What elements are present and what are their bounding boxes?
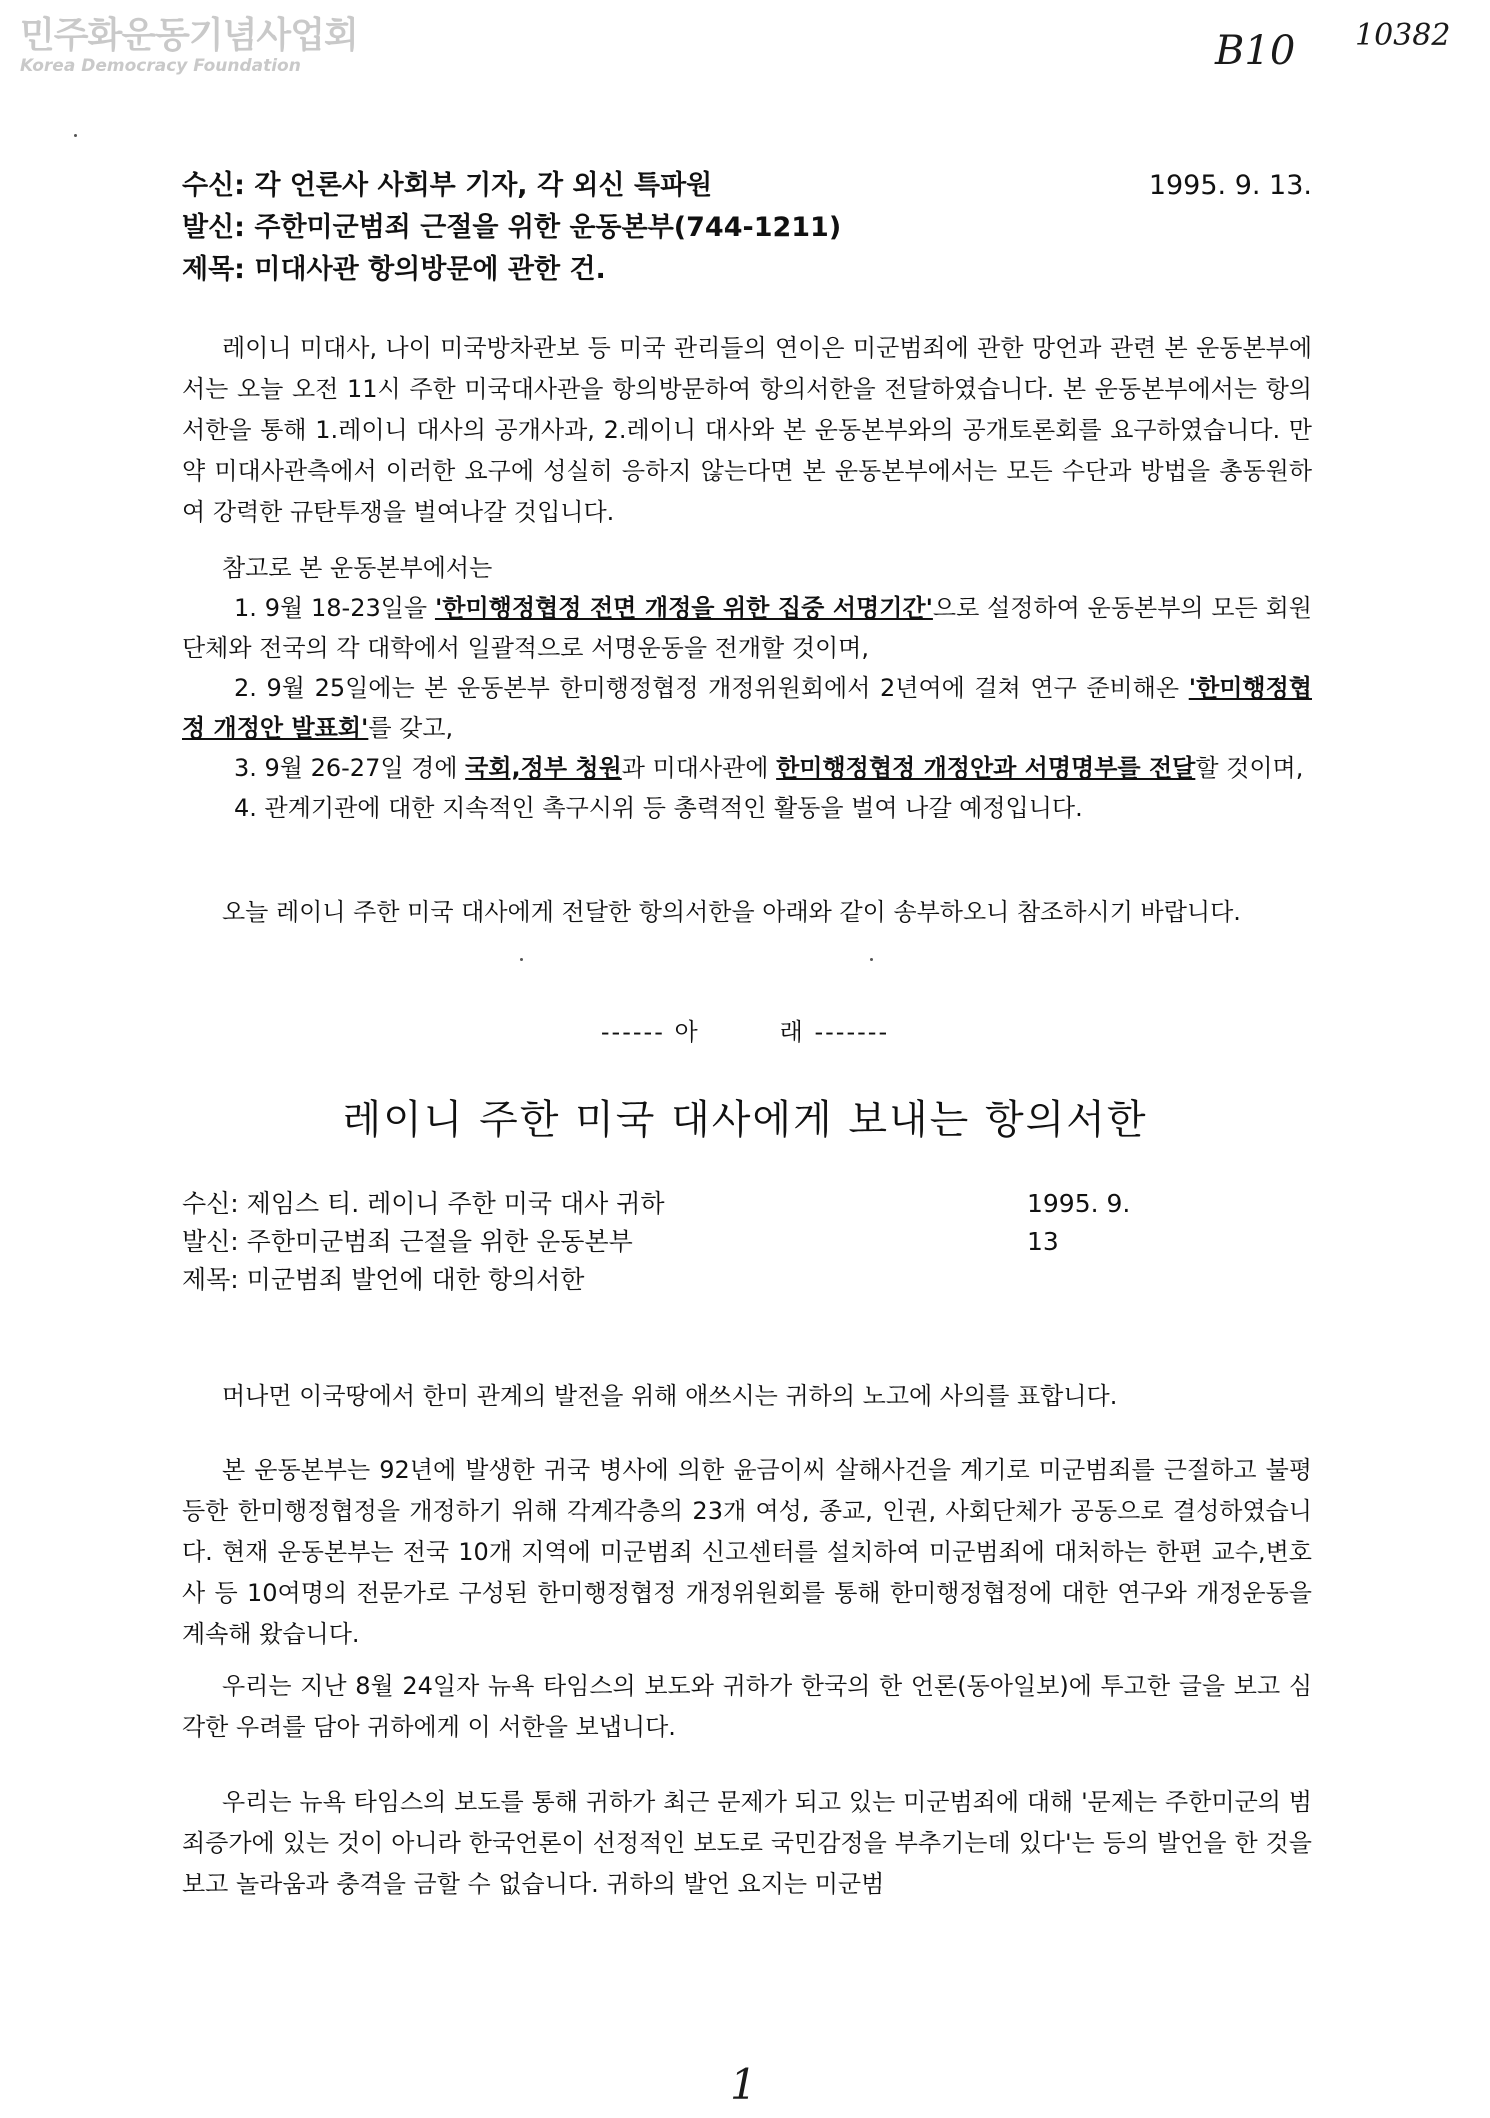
scan-speck — [870, 958, 873, 961]
section-separator — [0, 1012, 1490, 1047]
letter-title: 레이니 주한 미국 대사에게 보내는 항의서한 — [342, 1097, 1148, 1143]
letter-date: 1995. 9. 13 — [1027, 1189, 1131, 1256]
scan-speck — [74, 134, 77, 137]
logo-english-text: Korea Democracy Foundation — [20, 56, 301, 76]
letter-paragraph-4: 우리는 뉴욕 타임스의 보도를 통해 귀하가 최근 문제가 되고 있는 미군범죄에 대해 '문제는 주한미군의 범죄증가에 있는 것이 아니라 한국언론이 선정적인 보도로 국민감정을 부추기는데 있다'는 등의 발언을 한 것을 보고 놀라움과 충격을 금할 수 없습니다. 귀하의 발언 요지는 미군범 — [182, 1788, 1312, 1898]
press-to: 수신: 각 언론사 사회부 기자, 각 외신 특파원 — [182, 170, 713, 201]
foundation-logo — [20, 14, 358, 76]
reference-item-2: 2. 9월 25일에는 본 운동본부 한미행정협정 개정위원회에서 2년여에 걸쳐 연구 준비해온 '한미행정협정 개정안 발표회'를 갖고, — [182, 674, 1312, 742]
reference-item-3: 3. 9월 26-27일 경에 국회,정부 청원과 미대사관에 한미행정협정 개정안과 서명명부를 전달할 것이며, — [234, 754, 1304, 782]
reference-item-1: 1. 9월 18-23일을 '한미행정협정 전면 개정을 위한 집중 서명기간'으로 설정하여 운동본부의 모든 회원단체와 전국의 각 대학에서 일괄적으로 서명운동을 전개할 것이며, — [182, 594, 1312, 662]
scan-speck — [520, 958, 523, 961]
closing-paragraph: 오늘 레이니 주한 미국 대사에게 전달한 항의서한을 아래와 같이 송부하오니 참조하시기 바랍니다. — [222, 898, 1241, 926]
reference-lead: 참고로 본 운동본부에서는 — [222, 554, 493, 582]
intro-paragraph: 레이니 미대사, 나이 미국방차관보 등 미국 관리들의 연이은 미군범죄에 관한 망언과 관련 본 운동본부에서는 오늘 오전 11시 주한 미국대사관을 항의방문하여 항의서한을 전달하였습니다. 본 운동본부에서는 항의서한을 통해 1.레이니 대사의 공개사과, 2.레이니 대사와 본 운동본부와의 공개토론회를 요구하였습니다. 만약 미대사관측에서 이러한 요구에 성실히 응하지 않는다면 본 운동본부에서는 모든 수단과 방법을 총동원하여 강력한 규탄투쟁을 벌여나갈 것입니다. — [182, 334, 1312, 526]
press-to-line — [182, 166, 1312, 206]
letter-paragraph-3: 우리는 지난 8월 24일자 뉴욕 타임스의 보도와 귀하가 한국의 한 언론(동아일보)에 투고한 글을 보고 심각한 우려를 담아 귀하에게 이 서한을 보냅니다. — [182, 1672, 1312, 1741]
handwritten-page-number: 1 — [730, 2060, 757, 2109]
press-date: 1995. 9. 13. — [1148, 170, 1312, 201]
separator-right: 래 ------- — [779, 1018, 890, 1046]
press-from: 발신: 주한미군범죄 근절을 위한 운동본부(744-1211) — [182, 212, 842, 243]
press-subject: 제목: 미대사관 항의방문에 관한 건. — [182, 254, 606, 285]
handwritten-number: 10382 — [1355, 18, 1451, 53]
reference-item-4: 4. 관계기관에 대한 지속적인 촉구시위 등 총력적인 활동을 벌여 나갈 예정입니다. — [234, 794, 1083, 822]
reference-list — [182, 588, 1312, 828]
letter-from: 발신: 주한미군범죄 근절을 위한 운동본부 — [182, 1227, 633, 1256]
letter-to: 수신: 제임스 티. 레이니 주한 미국 대사 귀하 — [182, 1189, 665, 1218]
letter-paragraph-1: 머나먼 이국땅에서 한미 관계의 발전을 위해 애쓰시는 귀하의 노고에 사의를 표합니다. — [222, 1382, 1118, 1410]
handwritten-code: B10 — [1215, 28, 1296, 74]
letter-paragraph-2: 본 운동본부는 92년에 발생한 귀국 병사에 의한 윤금이씨 살해사건을 계기로 미군범죄를 근절하고 불평등한 한미행정협정을 개정하기 위해 각계각층의 23개 여성, 종교, 인권, 사회단체가 공동으로 결성하였습니다. 현재 운동본부는 전국 10개 지역에 미군범죄 신고센터를 설치하여 미군범죄에 대처하는 한편 교수,변호사 등 10여명의 전문가로 구성된 한미행정협정 개정위원회를 통해 한미행정협정에 대한 연구와 개정운동을 계속해 왔습니다. — [182, 1456, 1312, 1648]
separator-left: ------ 아 — [600, 1018, 700, 1046]
logo-korean-text: 민주화운동기념사업회 — [20, 15, 358, 56]
letter-subject: 제목: 미군범죄 발언에 대한 항의서한 — [182, 1265, 585, 1294]
